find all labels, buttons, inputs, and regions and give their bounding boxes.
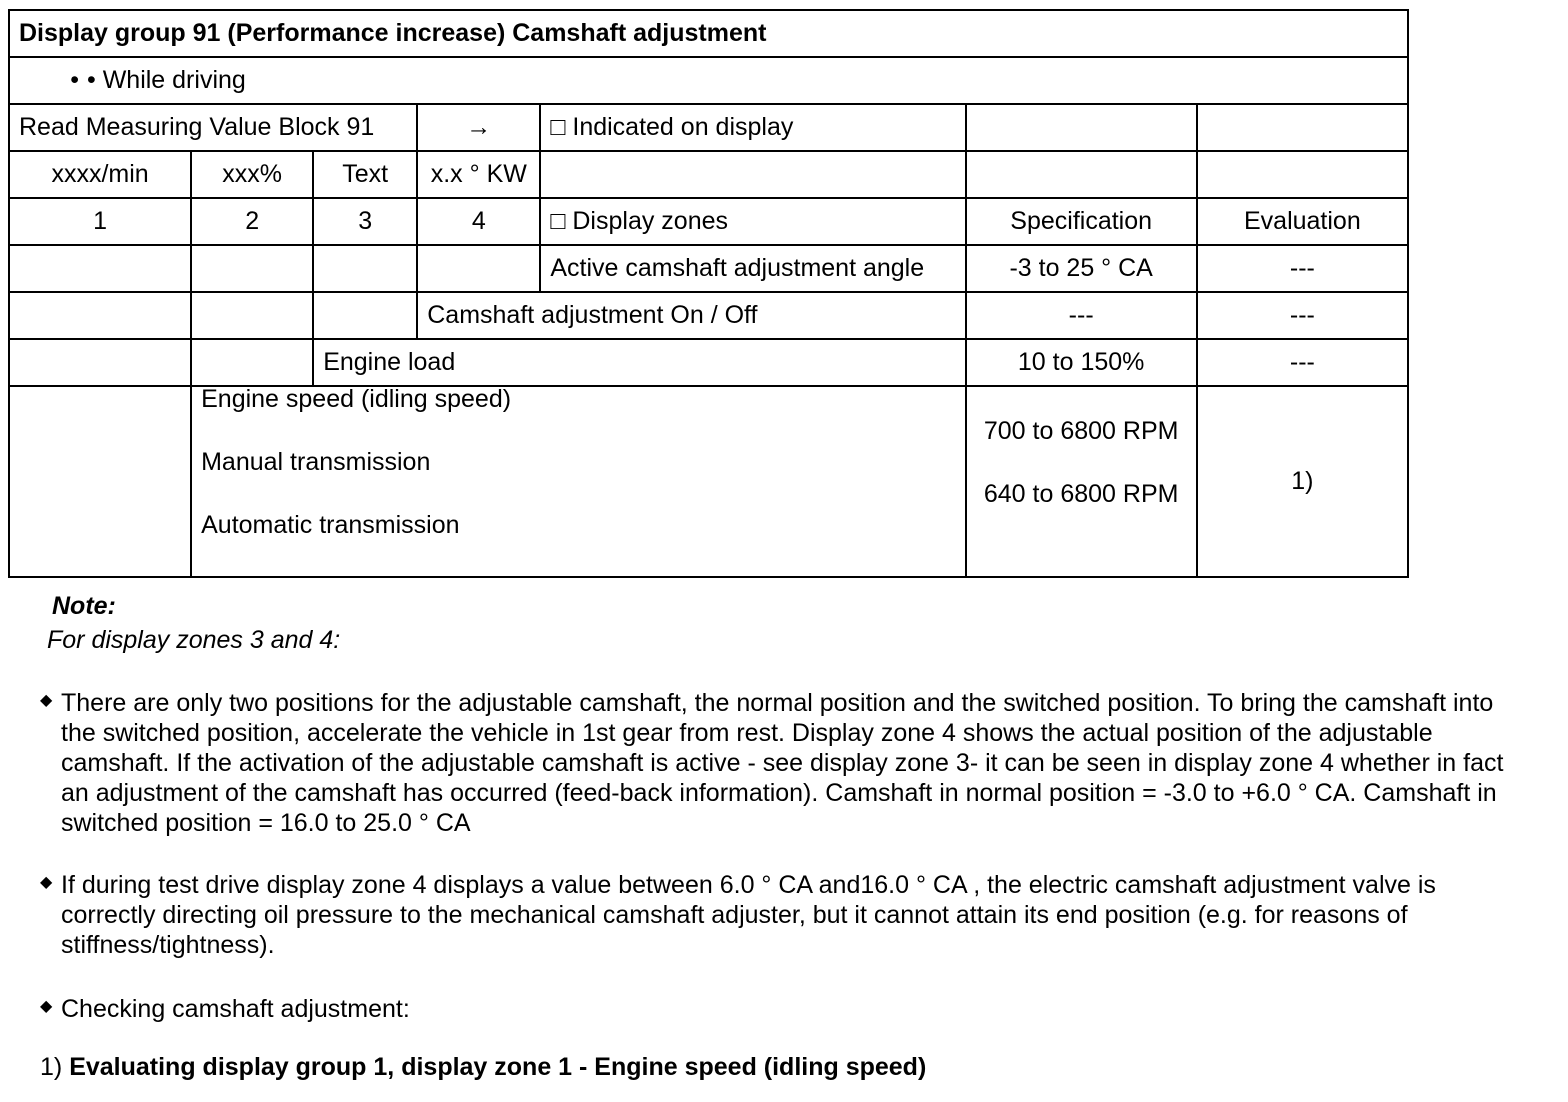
note-text: Checking camshaft adjustment: xyxy=(61,995,410,1023)
empty-cell xyxy=(313,292,417,339)
bullet-dot-icon: • xyxy=(70,66,79,94)
empty-cell xyxy=(966,104,1197,151)
row-label: Camshaft adjustment On / Off xyxy=(417,292,965,339)
empty-cell xyxy=(191,339,313,386)
arrow-icon: → xyxy=(417,104,540,151)
unit-zone-2: xxx% xyxy=(191,151,313,198)
footnote-text: Evaluating display group 1, display zone 1 - Engine speed (idling speed) xyxy=(69,1053,927,1081)
empty-cell xyxy=(9,245,191,292)
row-eval: --- xyxy=(1197,292,1408,339)
display-zones-header: □ Display zones xyxy=(540,198,965,245)
table-row xyxy=(9,245,1408,292)
display-group-table xyxy=(8,9,1409,578)
speed-label: Engine speed (idling speed) xyxy=(201,386,512,413)
empty-cell xyxy=(540,151,965,198)
row-spec: --- xyxy=(966,292,1197,339)
empty-cell xyxy=(417,245,540,292)
row-spec: 10 to 150% xyxy=(966,339,1197,386)
empty-cell xyxy=(1197,151,1408,198)
speed-label: Manual transmission xyxy=(201,448,431,476)
diamond-bullet-icon: ◆ xyxy=(40,692,53,709)
unit-zone-4: x.x ° KW xyxy=(417,151,540,198)
note-text: If during test drive display zone 4 displays a value between 6.0 ° CA and16.0 ° CA , the electric camshaft adjustment valve is correctly directing oil pressure to the mechanical camshaft adjuster, but it cannot attain its end position (e.g. for reasons of stiffness/tightness). xyxy=(61,871,1436,959)
empty-cell xyxy=(9,339,191,386)
diamond-bullet-icon: ◆ xyxy=(40,998,53,1015)
table-title: Display group 91 (Performance increase) Camshaft adjustment xyxy=(9,10,1408,57)
row-label: Engine load xyxy=(313,339,965,386)
empty-cell xyxy=(9,292,191,339)
table-row xyxy=(9,386,1408,577)
unit-zone-3: Text xyxy=(313,151,417,198)
table-row xyxy=(9,339,1408,386)
note-text: There are only two positions for the adjustable camshaft, the normal position and the switched position. To bring the camshaft into the switched position, accelerate the vehicle in 1st gear from rest. Display zone 4 shows the actual position of the adjustable camshaft. If the activation of the adjustable camshaft is active - see display zone 3- it can be seen in display zone 4 whether in fact an adjustment of the camshaft has occurred (feed-back information). Camshaft in normal position = -3.0 to +6.0 ° CA. Camshaft in switched position = 16.0 to 25.0 ° CA xyxy=(61,689,1504,837)
footnote xyxy=(40,1053,926,1082)
empty-cell xyxy=(191,292,313,339)
row-eval: --- xyxy=(1197,245,1408,292)
zone-number-4: 4 xyxy=(417,198,540,245)
row-label: Active camshaft adjustment angle xyxy=(540,245,965,292)
empty-cell xyxy=(9,386,191,577)
zone-number-2: 2 xyxy=(191,198,313,245)
speed-spec: 700 to 6800 RPM xyxy=(983,416,1179,445)
specification-header: Specification xyxy=(966,198,1197,245)
empty-cell xyxy=(1197,104,1408,151)
speed-label: Automatic transmission xyxy=(201,511,460,539)
note-subheading: For display zones 3 and 4: xyxy=(47,626,341,654)
unit-zone-1: xxxx/min xyxy=(9,151,191,198)
list-item xyxy=(40,688,1530,838)
row-eval: --- xyxy=(1197,339,1408,386)
condition-row xyxy=(9,57,1408,104)
zone-number-1: 1 xyxy=(9,198,191,245)
condition-text: • While driving xyxy=(87,66,246,94)
table-row xyxy=(9,292,1408,339)
indicated-label: □ Indicated on display xyxy=(540,104,965,151)
read-block-label: Read Measuring Value Block 91 xyxy=(9,104,417,151)
empty-cell xyxy=(313,245,417,292)
empty-cell xyxy=(966,151,1197,198)
diamond-bullet-icon: ◆ xyxy=(40,874,53,891)
engine-speed-labels xyxy=(191,386,965,577)
empty-cell xyxy=(191,245,313,292)
row-spec: -3 to 25 ° CA xyxy=(966,245,1197,292)
evaluation-header: Evaluation xyxy=(1197,198,1408,245)
engine-speed-specs xyxy=(966,386,1197,577)
list-item xyxy=(40,994,1530,1024)
note-heading: Note: xyxy=(52,592,116,620)
list-item xyxy=(40,870,1530,960)
zone-number-3: 3 xyxy=(313,198,417,245)
speed-spec: 640 to 6800 RPM xyxy=(983,479,1179,508)
footnote-number: 1) xyxy=(40,1053,63,1081)
engine-speed-eval: 1) xyxy=(1197,386,1408,577)
